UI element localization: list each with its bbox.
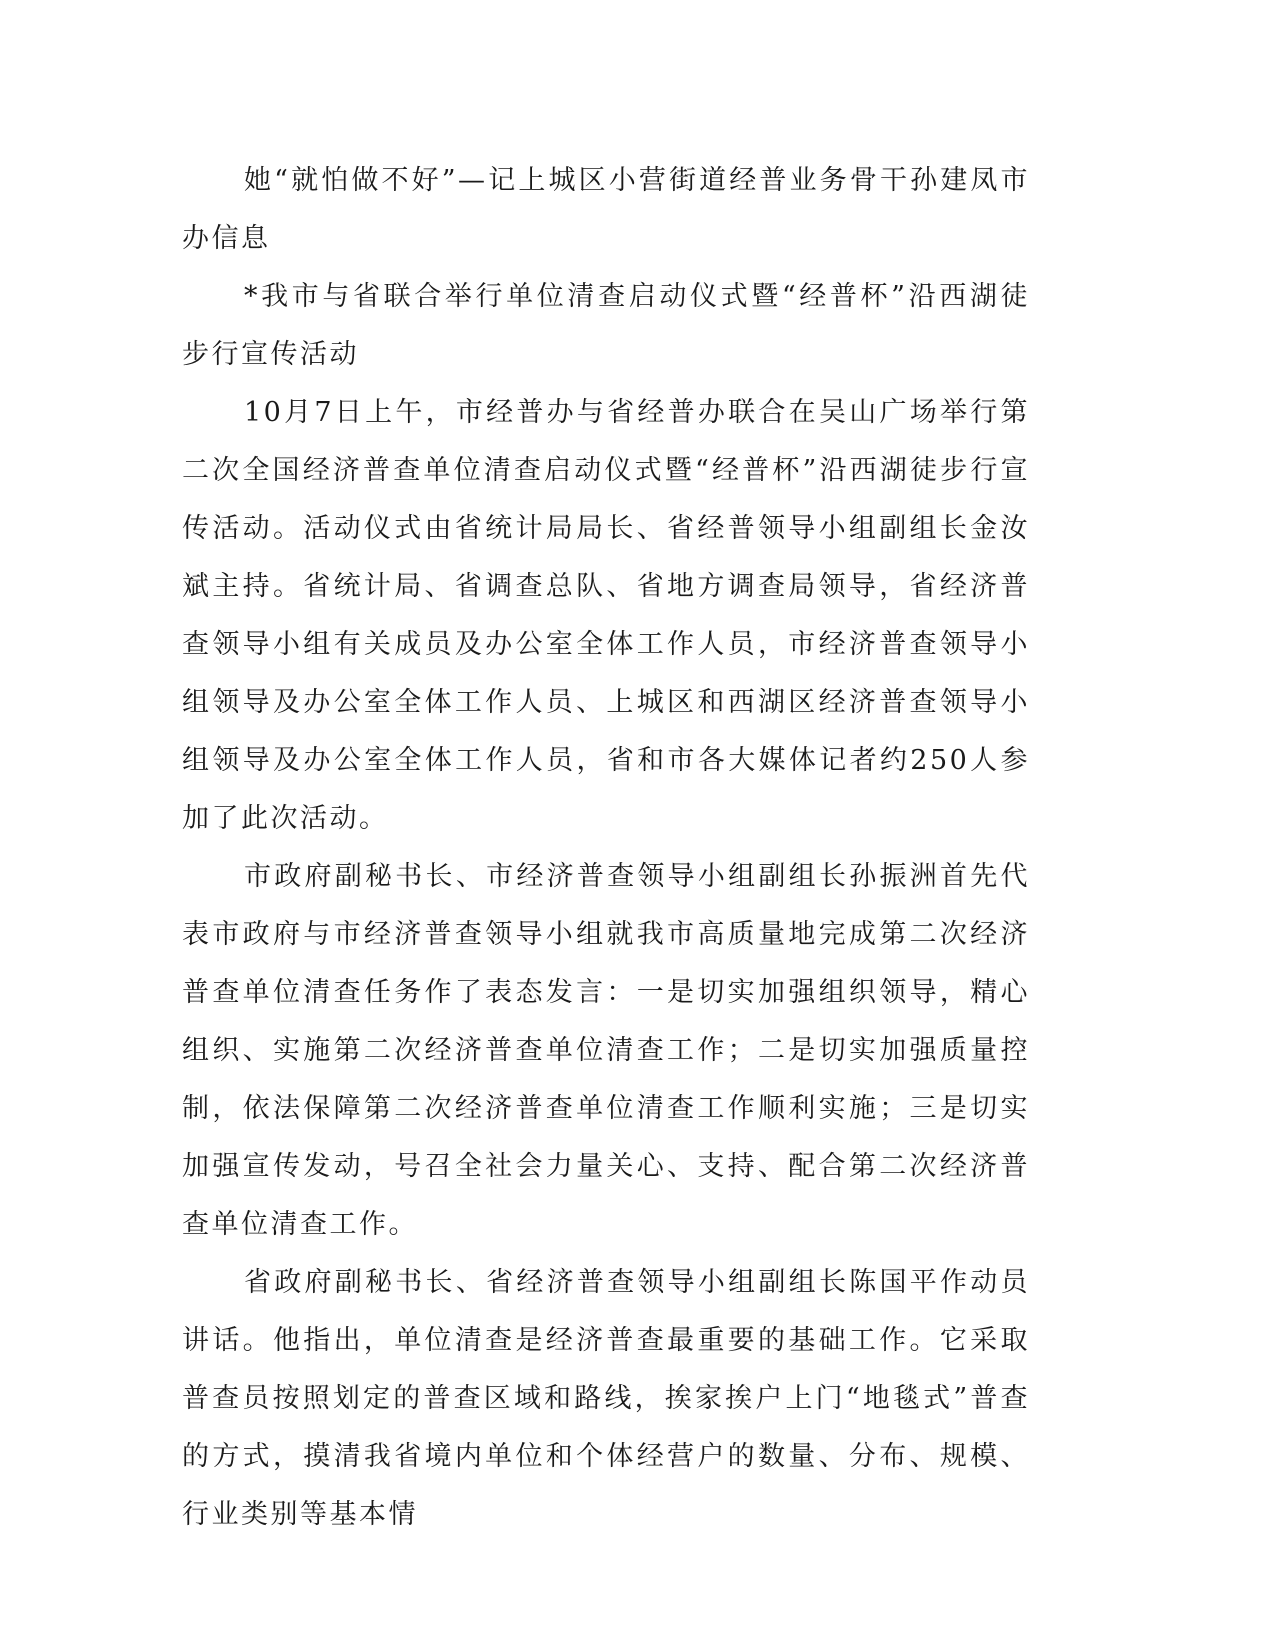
body-paragraph-province-speech: 省政府副秘书长、省经济普查领导小组副组长陈国平作动员讲话。他指出，单位清查是经济普查最重要的基础工作。它采取普查员按照划定的普查区域和路线，挨家挨户上门“地毯式”普查的方式，摸清我省境内单位和个体经营户的数量、分布、规模、行业类别等基本情 (182, 1267, 1030, 1530)
subheadline-paragraph: *我市与省联合举行单位清查启动仪式暨“经普杯”沿西湖徒步行宣传活动 (182, 281, 1030, 370)
document-body (182, 152, 1030, 1544)
body-paragraph-event: 10月7日上午，市经普办与省经普办联合在吴山广场举行第二次全国经济普查单位清查启动仪式暨“经普杯”沿西湖徒步行宣传活动。活动仪式由省统计局局长、省经普领导小组副组长金汝斌主持。省统计局、省调查总队、省地方调查局领导，省经济普查领导小组有关成员及办公室全体工作人员，市经济普查领导小组领导及办公室全体工作人员、上城区和西湖区经济普查领导小组领导及办公室全体工作人员，省和市各大媒体记者约250人参加了此次活动。 (182, 397, 1030, 834)
headline-paragraph: 她“就怕做不好”—记上城区小营街道经普业务骨干孙建凤市办信息 (182, 165, 1030, 254)
body-paragraph-city-speech: 市政府副秘书长、市经济普查领导小组副组长孙振洲首先代表市政府与市经济普查领导小组就我市高质量地完成第二次经济普查单位清查任务作了表态发言：一是切实加强组织领导，精心组织、实施第二次经济普查单位清查工作；二是切实加强质量控制，依法保障第二次经济普查单位清查工作顺利实施；三是切实加强宣传发动，号召全社会力量关心、支持、配合第二次经济普查单位清查工作。 (182, 861, 1030, 1240)
